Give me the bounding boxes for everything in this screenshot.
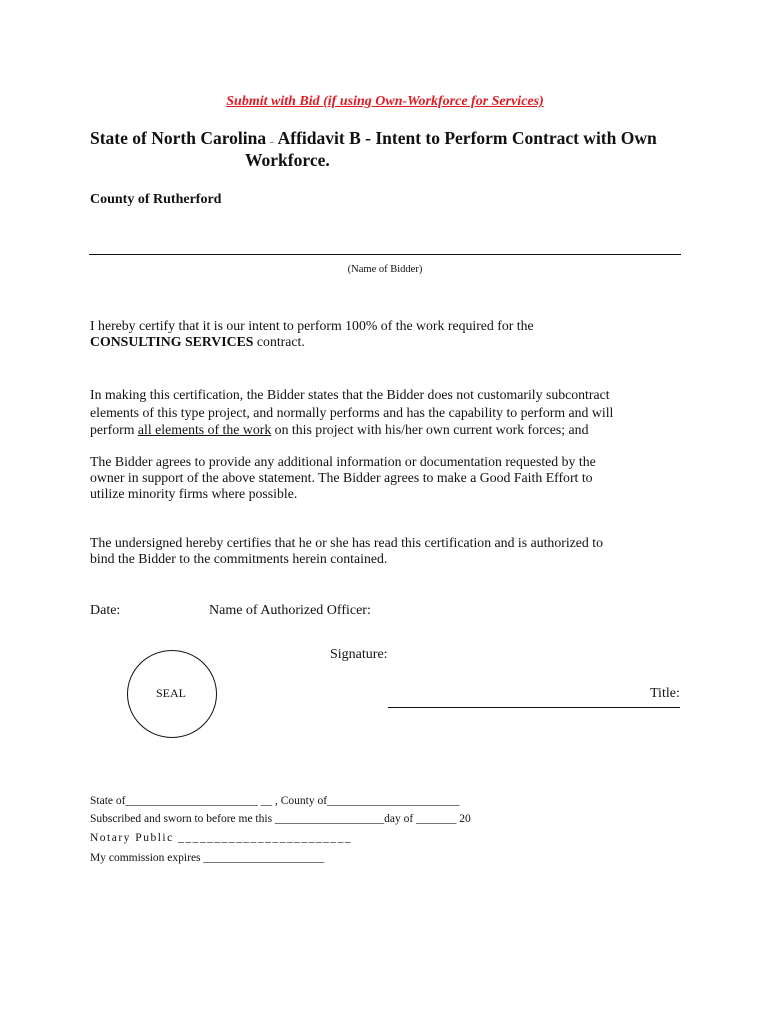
title-label: Title:: [650, 686, 680, 701]
good-faith-line-2: owner in support of the above statement. The Bidder agrees to make a Good Faith Effort to: [90, 470, 593, 485]
notary-public-line[interactable]: Notary Public ________________________: [90, 832, 353, 844]
title-state: State of North Carolina: [90, 128, 267, 148]
form-title: [90, 128, 657, 149]
contract-suffix: contract.: [253, 334, 305, 349]
notary-subscribed-line[interactable]: Subscribed and sworn to before me this ___________________day of _______ 20: [90, 813, 471, 825]
signature-label: Signature:: [330, 647, 388, 662]
statement-line-1: In making this certification, the Bidder states that the Bidder does not customarily subcontract: [90, 387, 610, 402]
title-dash: –: [270, 138, 274, 146]
authorization-line-2: bind the Bidder to the commitments herein contained.: [90, 551, 388, 566]
form-title-continued: Workforce.: [245, 150, 330, 170]
authorization-line-1: The undersigned hereby certifies that he or she has read this certification and is authorized to: [90, 535, 603, 550]
certification-line-2: [90, 334, 534, 350]
bidder-name-caption: (Name of Bidder): [347, 264, 423, 275]
statement-line-3-start: perform: [90, 422, 138, 437]
title-affidavit: Affidavit B - Intent to Perform Contract with Own: [277, 128, 657, 148]
all-elements-underlined: all elements of the work: [137, 422, 272, 437]
statement-line-3-end: on this project with his/her own current work forces; and: [271, 422, 589, 437]
certification-line-1: I hereby certify that it is our intent to perform 100% of the work required for the: [90, 318, 534, 333]
title-signature-line[interactable]: [388, 707, 680, 708]
good-faith-paragraph: [90, 454, 596, 502]
submission-instruction: Submit with Bid (if using Own-Workforce for Services): [226, 94, 544, 109]
bidder-name-field[interactable]: [89, 254, 681, 255]
commission-expires-line[interactable]: My commission expires _____________________: [90, 852, 325, 864]
good-faith-line-3: utilize minority firms where possible.: [90, 486, 298, 501]
date-label: Date:: [90, 603, 121, 618]
bidder-statement-paragraph: [90, 386, 613, 439]
authorization-paragraph: [90, 535, 603, 567]
contract-name: CONSULTING SERVICES: [90, 334, 254, 349]
seal-label: SEAL: [156, 686, 186, 700]
county-heading: County of Rutherford: [90, 192, 222, 207]
good-faith-line-1: The Bidder agrees to provide any additional information or documentation requested by the: [90, 454, 596, 469]
certification-paragraph: [90, 318, 534, 350]
statement-line-2: elements of this type project, and normally performs and has the capability to perform and will: [90, 404, 614, 420]
notary-state-county-line[interactable]: State of_______________________ __ , County of_______________________: [90, 795, 460, 807]
authorized-officer-label: Name of Authorized Officer:: [209, 603, 371, 618]
statement-line-3: [90, 421, 613, 439]
